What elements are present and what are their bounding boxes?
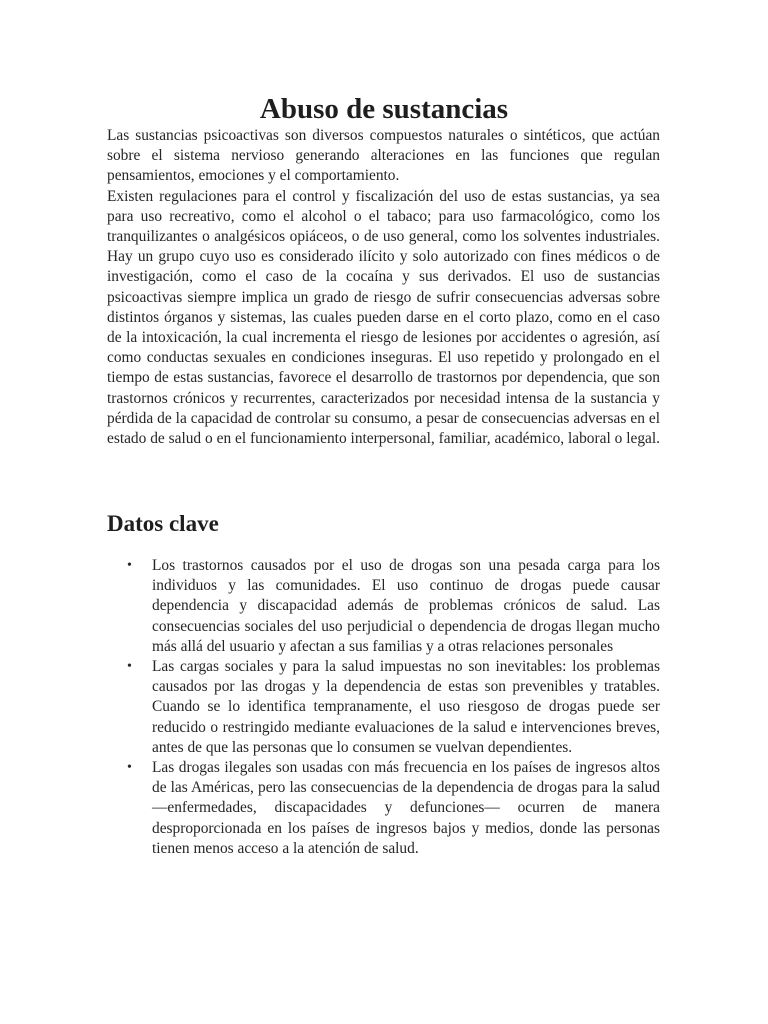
list-item-text: Los trastornos causados por el uso de drogas son una pesada carga para los individuos y las comunidades. El uso continuo de drogas puede causar dependencia y discapacidad además de problemas crónicos de salud. Las consecuencias sociales del uso perjudicial o dependencia de drogas llegan mucho más allá del usuario y afectan a sus familias y a otras relaciones personales [152, 557, 660, 655]
list-item-text: Las cargas sociales y para la salud impuestas no son inevitables: los problemas causados por las drogas y la dependencia de estas son prevenibles y tratables. Cuando se lo identifica tempranamente, el uso riesgoso de drogas puede ser reducido o restringido mediante evaluaciones de la salud e intervenciones breves, antes de que las personas que lo consumen se vuelvan dependientes. [152, 658, 660, 756]
list-item [107, 556, 660, 657]
bullet-icon: • [127, 760, 132, 776]
key-facts-list [107, 556, 660, 859]
bullet-icon: • [127, 659, 132, 675]
list-item [107, 657, 660, 758]
list-item-text: Las drogas ilegales son usadas con más frecuencia en los países de ingresos altos de las Américas, pero las consecuencias de la dependencia de drogas para la salud —enfermedades, discapacidades y defunciones— ocurren de manera desproporcionada en los países de ingresos bajos y medios, donde las personas tienen menos acceso a la atención de salud. [152, 759, 660, 857]
intro-paragraph: Las sustancias psicoactivas son diversos compuestos naturales o sintéticos, que actúan sobre el sistema nervioso generando alteraciones en las funciones que regulan pensamientos, emociones y el comportamiento. [107, 127, 660, 185]
section-title: Datos clave [107, 511, 219, 536]
bullet-icon: • [127, 558, 132, 573]
intro-text [107, 126, 660, 449]
intro-paragraph: Existen regulaciones para el control y fiscalización del uso de estas sustancias, ya sea para uso recreativo, como el alcohol o el tabaco; para uso farmacológico, como los tranquilizantes o analgésicos opiáceos, o de uso general, como los solventes industriales. Hay un grupo cuyo uso es considerado ilícito y solo autorizado con fines médicos o de investigación, como el caso de la cocaína y sus derivados. El uso de sustancias psicoactivas siempre implica un grado de riesgo de sufrir consecuencias adversas sobre distintos órganos y sistemas, las cuales pueden darse en el corto plazo, como en el caso de la intoxicación, la cual incrementa el riesgo de lesiones por accidentes o agresión, así como conductas sexuales en condiciones inseguras. El uso repetido y prolongado en el tiempo de estas sustancias, favorece el desarrollo de trastornos por dependencia, que son trastornos crónicos y recurrentes, caracterizados por necesidad intensa de la sustancia y pérdida de la capacidad de controlar su consumo, a pesar de consecuencias adversas en el estado de salud o en el funcionamiento interpersonal, familiar, académico, laboral o legal. [107, 187, 660, 448]
list-item [107, 758, 660, 859]
page-title: Abuso de sustancias [259, 93, 509, 125]
